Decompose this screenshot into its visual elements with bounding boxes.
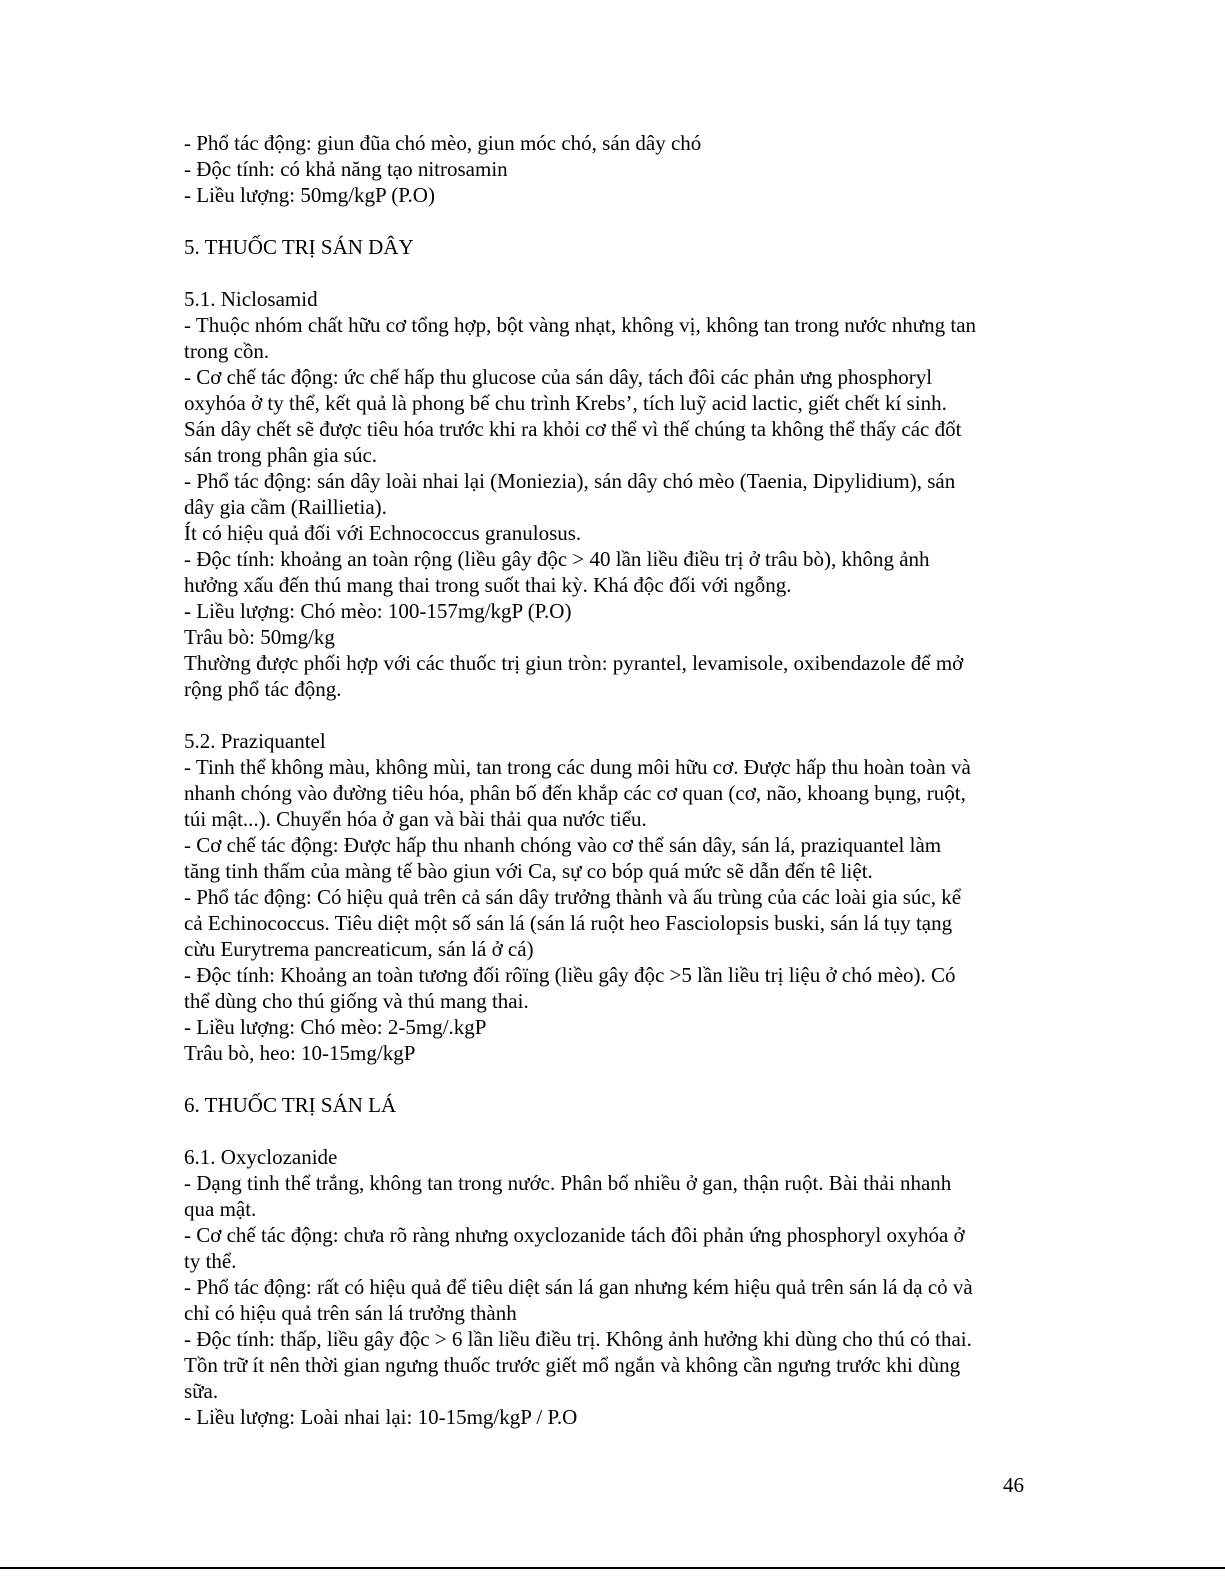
- text-line: Trâu bò, heo: 10-15mg/kgP: [184, 1041, 416, 1065]
- paragraph-gap: [184, 702, 1044, 728]
- text-line: - Thuộc nhóm chất hữu cơ tổng hợp, bột vàng nhạt, không vị, không tan trong nước nhưng tan: [184, 313, 977, 337]
- heading-section-5: [184, 234, 1044, 260]
- text-line: - Tinh thể không màu, không mùi, tan trong các dung môi hữu cơ. Được hấp thu hoàn toàn và: [184, 755, 971, 779]
- section-6-1-oxyclozanide: [184, 1144, 1044, 1430]
- paragraph-gap: [184, 260, 1044, 286]
- text-line: Sán dây chết sẽ được tiêu hóa trước khi ra khỏi cơ thể vì thế chúng ta không thể thấy các đốt: [184, 417, 962, 441]
- text-line: 5. THUỐC TRỊ SÁN DÂY: [184, 235, 414, 259]
- text-line: Trâu bò: 50mg/kg: [184, 625, 335, 649]
- text-line: - Độc tính: Khoảng an toàn tương đối rôïng (liều gây độc >5 lần liều trị liệu ở chó mèo). Có: [184, 963, 956, 987]
- text-line: sán trong phân gia súc.: [184, 443, 378, 467]
- text-line: - Độc tính: khoảng an toàn rộng (liều gây độc > 40 lần liều điều trị ở trâu bò), không ảnh: [184, 547, 930, 571]
- text-line: dây gia cầm (Raillietia).: [184, 495, 387, 519]
- text-line: - Độc tính: thấp, liều gây độc > 6 lần liều điều trị. Không ảnh hưởng khi dùng cho thú có thai.: [184, 1327, 972, 1351]
- text-line: trong cồn.: [184, 339, 270, 363]
- text-line: - Liều lượng: Loài nhai lại: 10-15mg/kgP / P.O: [184, 1405, 578, 1429]
- text-line: cả Echinococcus. Tiêu diệt một số sán lá (sán lá ruột heo Fasciolopsis buski, sán lá tụy tạng: [184, 911, 953, 935]
- text-line: rộng phổ tác động.: [184, 677, 342, 701]
- text-line: - Liều lượng: Chó mèo: 2-5mg/.kgP: [184, 1015, 487, 1039]
- text-line: ty thể.: [184, 1249, 237, 1273]
- document-page: [184, 130, 1044, 1430]
- text-line: 5.2. Praziquantel: [184, 729, 326, 753]
- text-line: cừu Eurytrema pancreaticum, sán lá ở cá): [184, 937, 534, 961]
- text-line: - Cơ chế tác động: chưa rõ ràng nhưng oxyclozanide tách đôi phản ứng phosphoryl oxyhóa ở: [184, 1223, 965, 1247]
- paragraph-gap: [184, 1118, 1044, 1144]
- text-line: - Phổ tác động: giun đũa chó mèo, giun móc chó, sán dây chó: [184, 131, 702, 155]
- text-line: Thường được phối hợp với các thuốc trị giun tròn: pyrantel, levamisole, oxibendazole để mở: [184, 651, 964, 675]
- text-line: - Phổ tác động: Có hiệu quả trên cả sán dây trưởng thành và ấu trùng của các loài gia súc, kể: [184, 885, 962, 909]
- section-5-2-praziquantel: [184, 728, 1044, 1066]
- page-bottom-rule: [0, 1567, 1225, 1569]
- text-line: - Cơ chế tác động: Được hấp thu nhanh chóng vào cơ thể sán dây, sán lá, praziquantel làm: [184, 833, 942, 857]
- text-line: 6.1. Oxyclozanide: [184, 1145, 338, 1169]
- text-line: - Liều lượng: Chó mèo: 100-157mg/kgP (P.O): [184, 599, 572, 623]
- paragraph-gap: [184, 1066, 1044, 1092]
- text-line: nhanh chóng vào đường tiêu hóa, phân bố đến khắp các cơ quan (cơ, não, khoang bụng, ruột,: [184, 781, 966, 805]
- text-line: Ít có hiệu quả đối với Echnococcus granulosus.: [184, 521, 582, 545]
- text-line: chỉ có hiệu quả trên sán lá trưởng thành: [184, 1301, 517, 1325]
- text-line: - Phổ tác động: rất có hiệu quả để tiêu diệt sán lá gan nhưng kém hiệu quả trên sán lá dạ cỏ và: [184, 1275, 973, 1299]
- text-line: qua mật.: [184, 1197, 257, 1221]
- text-line: Tồn trữ ít nên thời gian ngưng thuốc trước giết mổ ngắn và không cần ngưng trước khi dùng: [184, 1353, 961, 1377]
- section-5-1-niclosamid: [184, 286, 1044, 702]
- text-line: tăng tinh thấm của màng tế bào giun với Ca, sự co bóp quá mức sẽ dẫn đến tê liệt.: [184, 859, 873, 883]
- text-line: - Độc tính: có khả năng tạo nitrosamin: [184, 157, 508, 181]
- intro-list: [184, 130, 1044, 208]
- page-number: 46: [1003, 1473, 1024, 1497]
- text-line: sữa.: [184, 1379, 219, 1403]
- text-line: túi mật...). Chuyển hóa ở gan và bài thải qua nước tiểu.: [184, 807, 647, 831]
- text-line: thể dùng cho thú giống và thú mang thai.: [184, 989, 529, 1013]
- text-line: - Liều lượng: 50mg/kgP (P.O): [184, 183, 435, 207]
- text-line: 5.1. Niclosamid: [184, 287, 318, 311]
- text-line: - Cơ chế tác động: ức chế hấp thu glucose của sán dây, tách đôi các phản ưng phosphoryl: [184, 365, 933, 389]
- text-line: oxyhóa ở ty thể, kết quả là phong bế chu trình Krebs’, tích luỹ acid lactic, giết chết kí sinh.: [184, 391, 947, 415]
- text-line: hưởng xấu đến thú mang thai trong suốt thai kỳ. Khá độc đối với ngỗng.: [184, 573, 792, 597]
- text-line: - Dạng tinh thể trắng, không tan trong nước. Phân bố nhiều ở gan, thận ruột. Bài thải nhanh: [184, 1171, 952, 1195]
- paragraph-gap: [184, 208, 1044, 234]
- text-line: 6. THUỐC TRỊ SÁN LÁ: [184, 1093, 397, 1117]
- text-line: - Phổ tác động: sán dây loài nhai lại (Moniezia), sán dây chó mèo (Taenia, Dipylidium), sán: [184, 469, 956, 493]
- heading-section-6: [184, 1092, 1044, 1118]
